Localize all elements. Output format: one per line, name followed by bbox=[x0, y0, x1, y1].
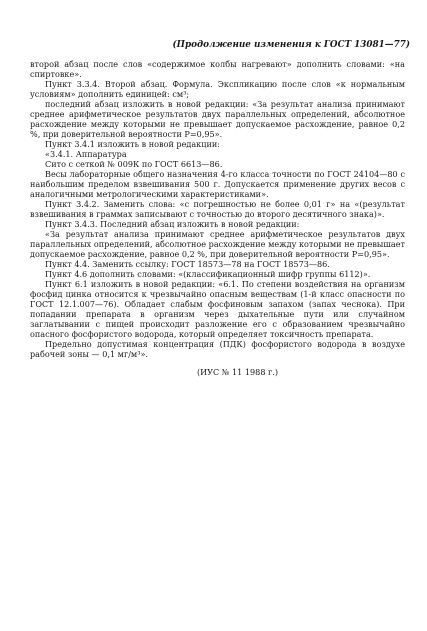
paragraph-6-1: Пункт 6.1 изложить в новой редакции: «6.1. По степени воздействия на организм фосфид цинка относится к чрезвычайно опасным веществам (1-й класс опасности по ГОСТ 12.1.007—76). Обладает слабым фосфиновым запахом (запах чеснока). При попадании препарата в организм через дыхательные пути или случайном заглатывании с пищей происходит разложение его с образованием чрезвычайно опасного фосфористого водорода, который определяет токсичность препарата. bbox=[30, 279, 405, 339]
document-page bbox=[30, 40, 410, 377]
paragraph-scales: Весы лабораторные общего назначения 4-го класса точности по ГОСТ 24104—80 с наибольшим пределом взвешивания 500 г. Допускается применение других весов с аналогичными метрологическими характеристиками». bbox=[30, 169, 405, 199]
ius-reference: (ИУС № 11 1988 г.) bbox=[196, 367, 279, 377]
paragraph-3-4-3: Пункт 3.4.3. Последний абзац изложить в новой редакции: bbox=[45, 219, 300, 229]
paragraph-3-4-2: Пункт 3.4.2. Заменить слова: «с погрешностью не более 0,01 г» на «(результат взвешивания в граммах записывают с точностью до второго десятичного знака)». bbox=[30, 199, 405, 219]
paragraph-3-4-1: Пункт 3.4.1 изложить в новой редакции: bbox=[45, 139, 220, 149]
paragraph-4-4: Пункт 4.4. Заменить ссылку: ГОСТ 18573—78 на ГОСТ 18573—86. bbox=[45, 259, 330, 269]
paragraph-last-abzac: последний абзац изложить в новой редакции: «За результат анализа принимают среднее арифметическое результатов двух параллельных определений, абсолютное расхождение между которыми не превышает допускаемое расхождение, равное 0,2 %, при доверительной вероятности P=0,95». bbox=[30, 99, 405, 139]
paragraph-continuation: второй абзац после слов «содержимое колбы нагревают» дополнить словами: «на спиртовке». bbox=[30, 59, 405, 79]
paragraph-apparatus-title: «3.4.1. Аппаратура bbox=[45, 149, 127, 159]
paragraph-sieve: Сито с сеткой № 009К по ГОСТ 6613—86. bbox=[45, 159, 223, 169]
paragraph-3-3-4: Пункт 3.3.4. Второй абзац. Формула. Экспликацию после слов «к нормальным условиям» дополнить единицей: см³; bbox=[30, 79, 405, 99]
paragraph-4-6: Пункт 4.6 дополнить словами: «(классификационный шифр группы 6112)». bbox=[45, 269, 371, 279]
paragraph-result: «За результат анализа принимают среднее арифметическое результатов двух параллельных определений, абсолютное расхождение между которыми не превышает допускаемое расхождение, равное 0,2 %, при доверительной вероятности P=0,95». bbox=[30, 229, 405, 259]
paragraph-pdk: Предельно допустимая концентрация (ПДК) фосфористого водорода в воздухе рабочей зоны — 0,1 мг/м³». bbox=[30, 339, 405, 359]
page-header: (Продолжение изменения к ГОСТ 13081—77) bbox=[172, 40, 410, 50]
